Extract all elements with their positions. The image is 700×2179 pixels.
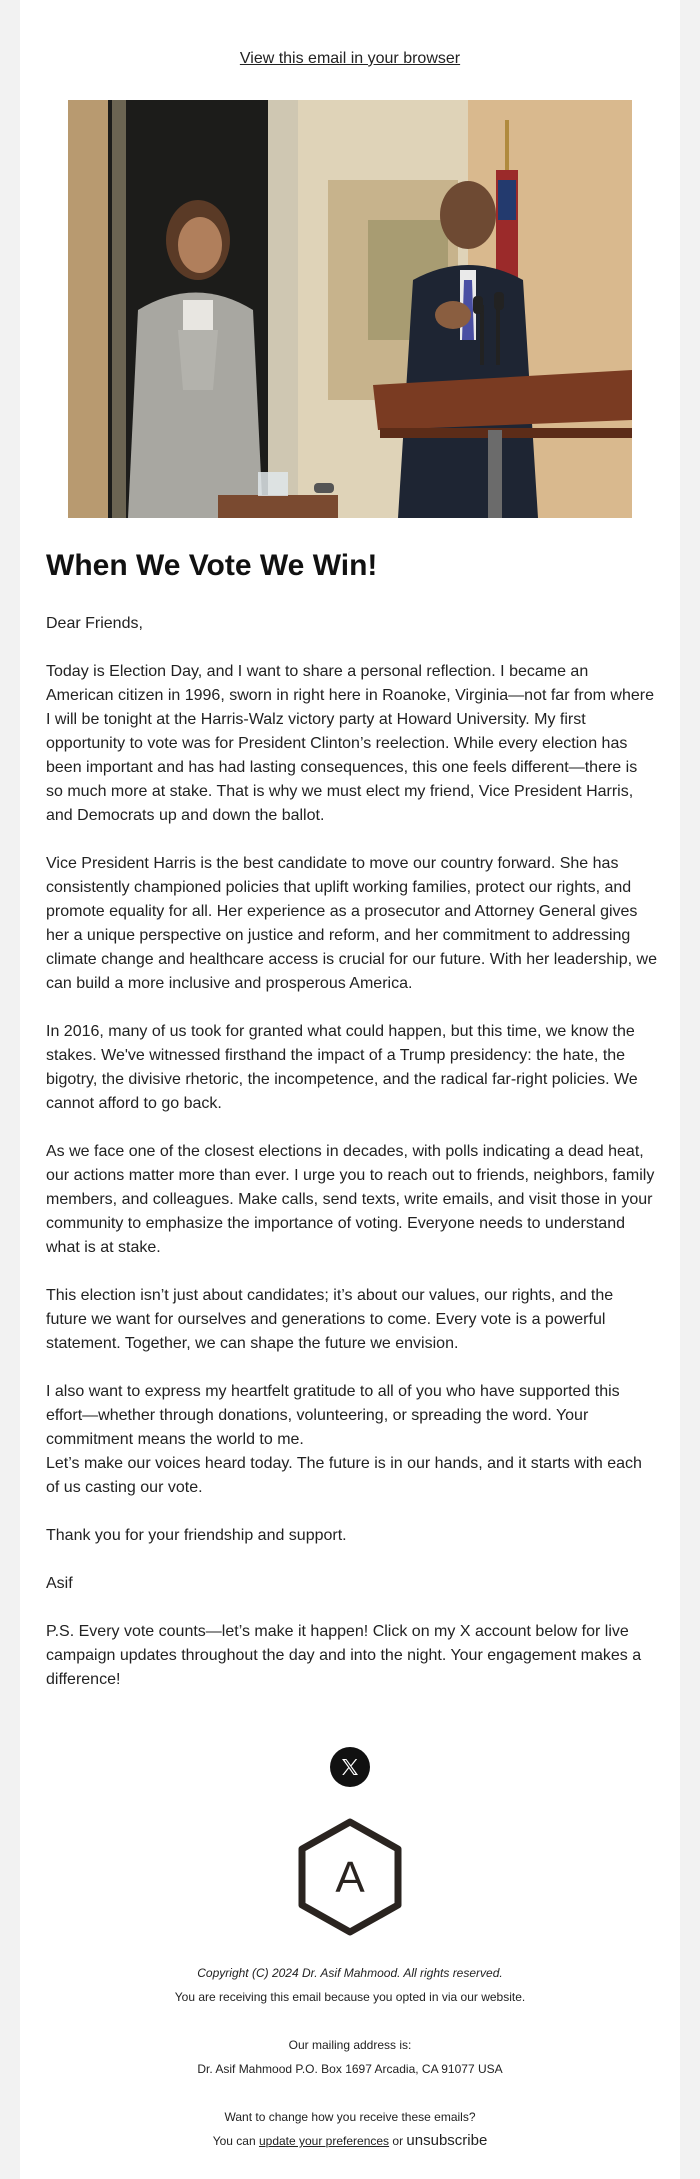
body-paragraph-1: Today is Election Day, and I want to share a personal reflection. I became an American citizen in 1996, sworn in right here in Roanoke, Virginia—not far from where I will be tonight at the Harris-Walz victory party at Howard University. My first opportunity to vote was for President Clinton’s reelection. While every election has been important and has had lasting consequences, this one feels different—there is so much more at stake. That is why we must elect my friend, Vice President Harris, and Democrats up and down the ballot.	[46, 663, 654, 824]
thanks-line: Thank you for your friendship and support.	[46, 1527, 347, 1544]
view-in-browser-link[interactable]: View this email in your browser	[239, 50, 461, 67]
change-prompt: Want to change how you receive these emails?	[224, 2110, 476, 2124]
hexagon-logo-icon	[296, 1818, 404, 1936]
copyright-text: Copyright (C) 2024 Dr. Asif Mahmood. All rights reserved.	[197, 1966, 503, 1980]
x-account-button[interactable]	[330, 1747, 370, 1787]
signature: Asif	[46, 1575, 73, 1592]
mailing-address: Dr. Asif Mahmood P.O. Box 1697 Arcadia, CA 91077 USA	[197, 2062, 503, 2076]
postscript: P.S. Every vote counts—let’s make it happen! Click on my X account below for live campaign updates throughout the day and into the night. Your engagement makes a difference!	[46, 1623, 642, 1688]
preferences-line	[20, 2132, 680, 2150]
hero-photo	[68, 100, 632, 518]
greeting: Dear Friends,	[46, 615, 143, 632]
brand-logo	[296, 1818, 404, 1936]
unsubscribe-link[interactable]: unsubscribe	[406, 2132, 488, 2149]
you-can-text: You can	[212, 2134, 256, 2148]
body-paragraph-2: Vice President Harris is the best candidate to move our country forward. She has consistently championed policies that uplift working families, protect our rights, and promote equality for all. Her experience as a prosecutor and Attorney General gives her a unique perspective on justice and reform, and her commitment to addressing climate change and healthcare access is crucial for our future. With her leadership, we can build a more inclusive and prosperous America.	[46, 855, 657, 992]
footer-reason: You are receiving this email because you opted in via our website.	[174, 1990, 526, 2004]
footer-copyright	[20, 1964, 680, 1982]
email-card	[20, 0, 680, 2179]
body-paragraph-3: In 2016, many of us took for granted what could happen, but this time, we know the stakes. We've witnessed firsthand the impact of a Trump presidency: the hate, the bigotry, the divisive rhetoric, the incompetence, and the radical far-right policies. We cannot afford to go back.	[46, 1023, 638, 1112]
body-paragraph-4: As we face one of the closest elections in decades, with polls indicating a dead heat, our actions matter more than ever. I urge you to reach out to friends, neighbors, family members, and colleagues. Make calls, send texts, write emails, and visit those in your community to emphasize the importance of voting. Everyone needs to understand what is at stake.	[46, 1143, 655, 1256]
call-to-action-paragraph: Let’s make our voices heard today. The future is in our hands, and it starts with each of us casting our vote.	[46, 1455, 642, 1496]
x-logo-icon	[340, 1757, 360, 1777]
or-text: or	[392, 2134, 404, 2148]
body-paragraph-5: This election isn’t just about candidates; it’s about our values, our rights, and the future we want for ourselves and generations to come. Every vote is a powerful statement. Together, we can shape the future we envision.	[46, 1287, 614, 1352]
mailing-label: Our mailing address is:	[288, 2038, 412, 2052]
brand-logo-letter: A	[335, 1853, 365, 1902]
email-body	[46, 548, 658, 1716]
hero-photo-illustration	[68, 100, 632, 518]
gratitude-paragraph: I also want to express my heartfelt gratitude to all of you who have supported this effort—whether through donations, volunteering, or spreading the word. Your commitment means the world to me.	[46, 1383, 620, 1448]
email-title: When We Vote We Win!	[46, 549, 378, 582]
update-preferences-link[interactable]: update your preferences	[258, 2134, 390, 2148]
